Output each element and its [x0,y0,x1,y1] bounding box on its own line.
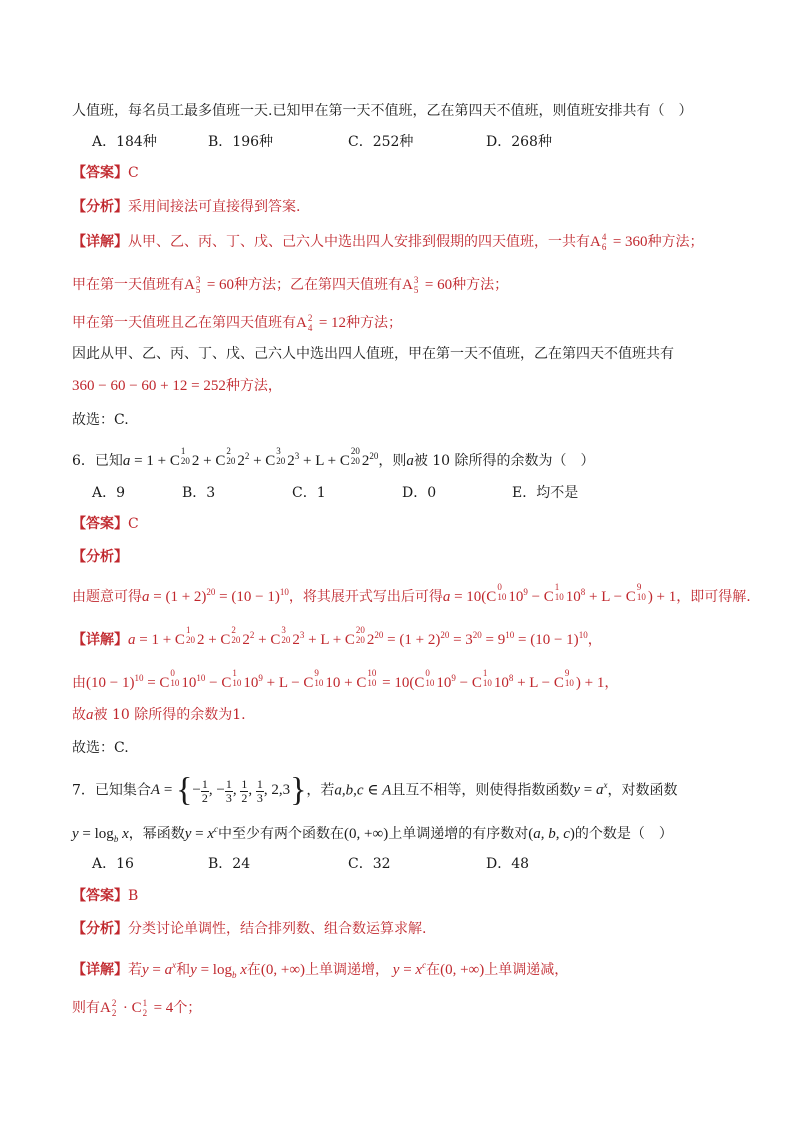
q5-option-d: D．268种 [486,134,552,150]
analysis-text: 采用间接法可直接得到答案. [128,199,301,215]
q6-analysis: 由题意可得$a = (1 + 2)^{20} = (10 - 1)^{10}$，将其展开式写出后可得a = 10(C 0 10 $10^9 - C$ 1 10 $10^8 + L - C$ 9 10 ) + 1，即可得解. [72,582,751,605]
q7-option-c: C．32 [348,856,391,872]
q5-answer [72,163,754,183]
q6-option-b: B．3 [182,485,216,501]
q7-stem-2: $y = \log_b x$，幂函数$y = x^c$中至少有两个函数在(0, +∞)上单调递增的有序数对(a, b, c)的个数是（ ） [72,824,673,844]
answer-value: C [128,165,139,181]
q6-option-d: D．0 [402,485,437,501]
q6-answer: 【答案】C [72,516,139,532]
q5-detail-2: 甲在第一天值班有A 3 5 = 60种方法；乙在第四天值班有A 3 5 = 60种方法； [72,275,509,295]
q6-detail-2: 由$(10 - 1)^{10} = C$ 0 10 $10^{10} - C$ 1 10 $10^9 + L - C$ 9 10 10 + C 10 10 = 10(C 0 10 $10^9 - C$ 1 10 $10^8 + L - C$ 9 10 ) + 1， [72,668,619,691]
q5-option-a: A．184种 [92,134,157,150]
q5-detail-3: 甲在第一天值班且乙在第四天值班有A 2 4 = 12种方法； [72,313,403,333]
q5-option-c: C．252种 [348,134,414,150]
q6-detail-1: 【详解】a = 1 + C 1 20 2 + C 2 20 $2^2 + C$ 3 20 $2^3 + L + C$ 20 20 $2^{20} = (1 + 2)^{20} = 3^{20} = 9^{10} = (10 - 1)^{10}$， [72,625,602,648]
q5-detail-1: 【详解】从甲、乙、丙、丁、戊、己六人中选出四人安排到假期的四天值班，一共有A 4 6 = 360种方法； [72,232,704,252]
q5-stem-tail: 人值班，每名员工最多值班一天.已知甲在第一天不值班，乙在第四天不值班，则值班安排共有（ ） [72,103,693,119]
q7-detail-2: 则有A 2 2 · C 1 2 = 4个； [72,998,202,1018]
q5-detail-5: 360 − 60 − 60 + 12 = 252种方法， [72,378,282,394]
q5-detail-4: 因此从甲、乙、丙、丁、戊、己六人中选出四人值班，甲在第一天不值班，乙在第四天不值班共有 [72,346,674,362]
q7-detail-1: 【详解】若$y = a^x$和$y = \log_b x$在(0, +∞)上单调递增， $y = x^c$在(0, +∞)上单调递减， [72,960,569,980]
q7-analysis: 【分析】分类讨论单调性，结合排列数、组合数运算求解. [72,921,427,937]
q6-option-e: E．均不是 [512,485,579,501]
q6-stem: 6．已知a = 1 + C 1 20 2 + C 2 20 $2^2 + C$ 3 20 $2^3 + L + C$ 20 20 $2^{20}$，则a被 10 除所得的余数为（ ） [72,446,595,469]
analysis-tag: 【分析】 [72,199,128,215]
q6-conclude: 故a被 10 除所得的余数为1. [72,707,246,723]
q6-analysis-tag: 【分析】 [72,549,128,565]
q7-stem-1: 7．已知集合A = {− $\frac{1}{2}$ , − $\frac{1}{3}$ , $\frac{1}{2}$ , $\frac{1}{3}$ , 2,3}，若a,b,c ∈ A且互不相等，则使得指数函数$y = a^x$，对数函数 [72,772,678,809]
q6-choose: 故选：C. [72,740,129,756]
q5-analysis [72,197,754,217]
q7-option-d: D．48 [486,856,530,872]
q6-option-c: C．1 [292,485,326,501]
q5-option-b: B．196种 [208,134,274,150]
q7-answer: 【答案】B [72,888,139,904]
answer-tag: 【答案】 [72,165,128,181]
detail-tag: 【详解】 [72,234,128,250]
q5-choose: 故选：C. [72,412,129,428]
q7-option-b: B．24 [208,856,251,872]
q7-option-a: A．16 [92,856,134,872]
q6-option-a: A．9 [92,485,126,501]
